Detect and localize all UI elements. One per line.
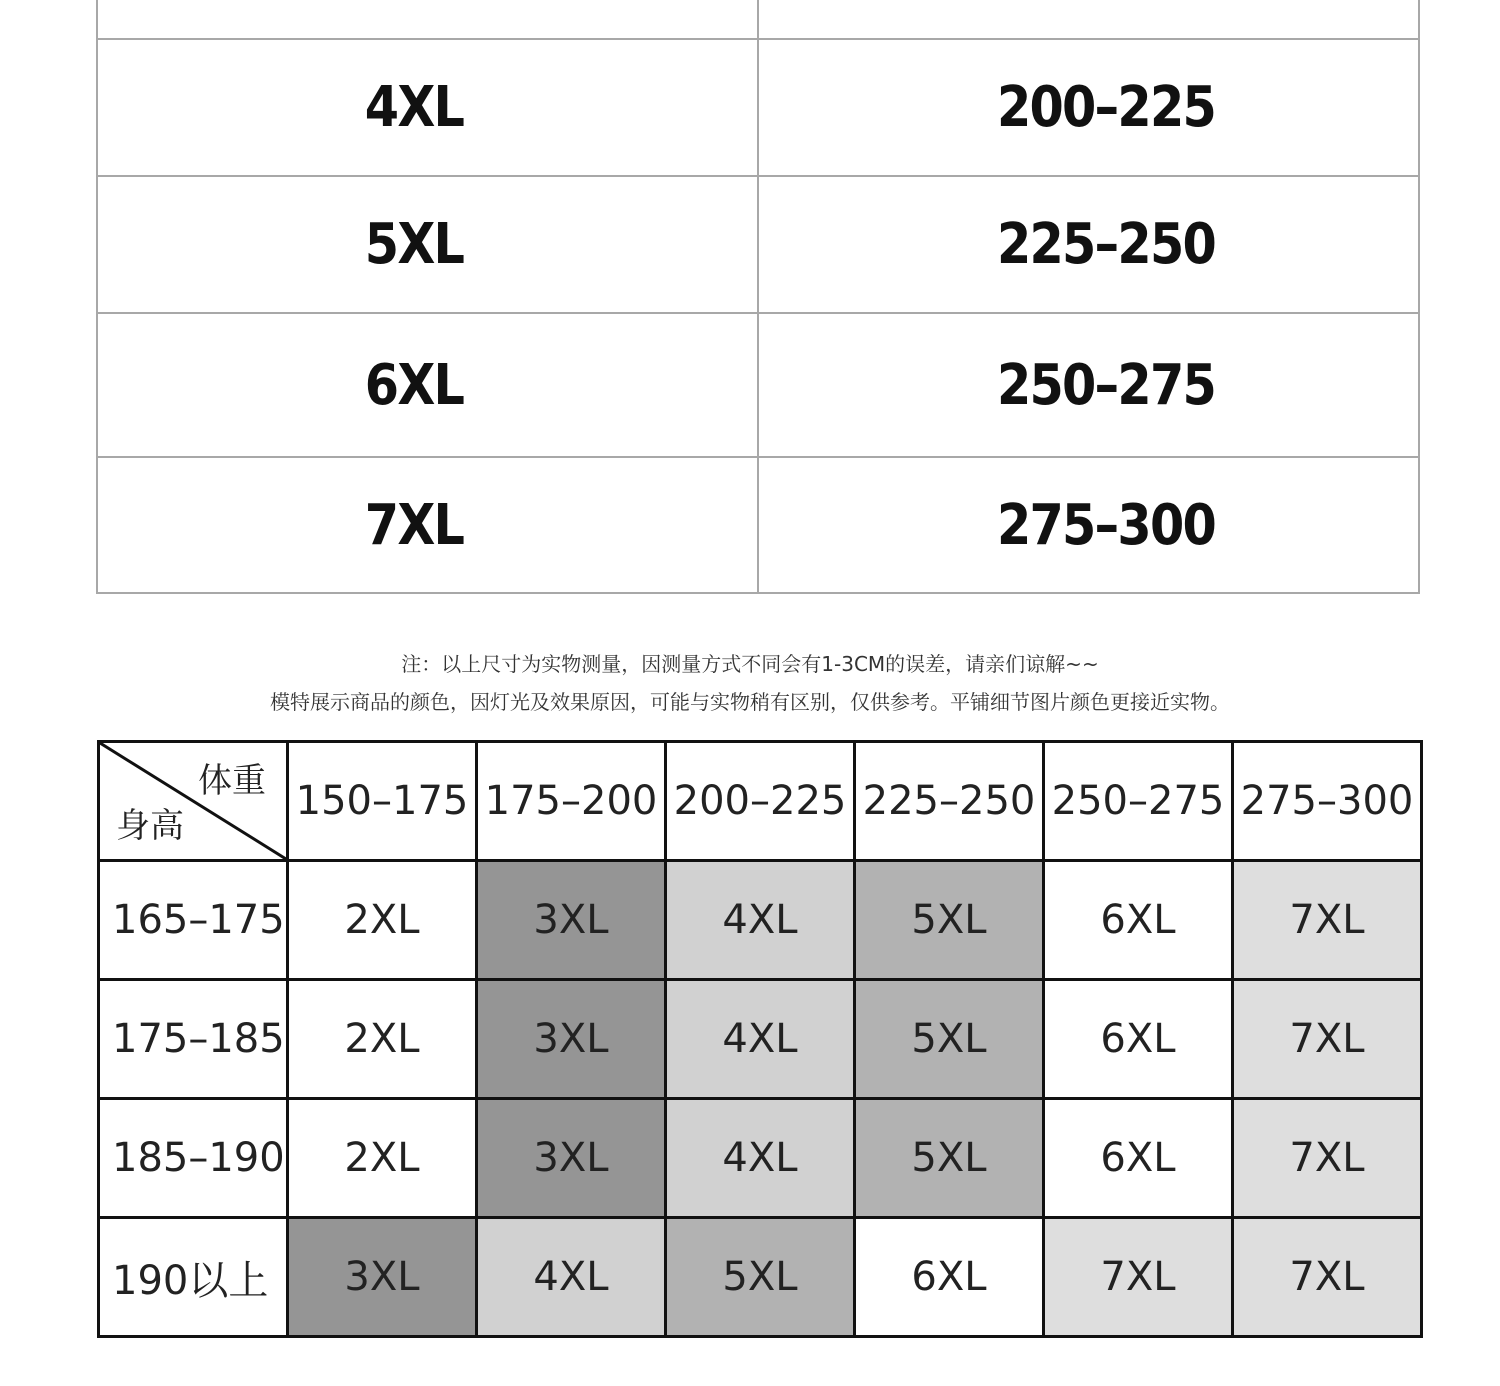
- size-cell: 3XL: [477, 1099, 666, 1218]
- header-row: [99, 742, 1422, 861]
- corner-header-cell: [99, 742, 288, 861]
- weight-range-cell: 225–250: [996, 212, 1216, 277]
- weight-range-cell: 275–300: [996, 492, 1216, 558]
- size-cell: 3XL: [477, 980, 666, 1099]
- table-row: [96, 314, 1420, 458]
- size-cell: 5XL: [855, 861, 1044, 980]
- color-note: 模特展示商品的颜色，因灯光及效果原因，可能与实物稍有区别，仅供参考。平铺细节图片颜色更接近实物。: [270, 690, 1230, 714]
- size-cell: 2XL: [288, 1099, 477, 1218]
- size-cell: 4XL: [666, 1099, 855, 1218]
- table-row: [96, 177, 1420, 314]
- size-cell: 6XL: [1044, 980, 1233, 1099]
- size-cell: 7XL: [1233, 1218, 1422, 1337]
- height-range-cell: 175–185: [99, 980, 288, 1099]
- table-row: [96, 0, 1420, 40]
- size-cell: 6XL: [364, 352, 464, 418]
- height-range-cell: 185–190: [99, 1099, 288, 1218]
- height-label: 身高: [116, 806, 184, 846]
- weight-range-header: 200–225: [666, 742, 855, 861]
- table-row: [99, 1218, 1422, 1337]
- size-cell: 5XL: [364, 212, 464, 277]
- size-cell: 4XL: [364, 75, 464, 140]
- size-cell: 7XL: [1233, 861, 1422, 980]
- table-row: [96, 40, 1420, 177]
- size-cell: 3XL: [477, 861, 666, 980]
- table-row: [99, 861, 1422, 980]
- table-row: [99, 1099, 1422, 1218]
- size-cell: 7XL: [364, 492, 464, 558]
- size-chart-table: [97, 740, 1423, 1338]
- size-cell: 6XL: [1044, 1099, 1233, 1218]
- weight-range-cell: 250–275: [996, 352, 1216, 418]
- weight-label: 体重: [198, 761, 266, 801]
- size-cell: 7XL: [1233, 980, 1422, 1099]
- size-cell: 2XL: [288, 980, 477, 1099]
- size-cell: 7XL: [1044, 1218, 1233, 1337]
- weight-range-header: 250–275: [1044, 742, 1233, 861]
- table-row: [96, 458, 1420, 594]
- measurement-note: 注：以上尺寸为实物测量，因测量方式不同会有1-3CM的误差，请亲们谅解~~: [401, 652, 1099, 676]
- size-cell: 6XL: [855, 1218, 1044, 1337]
- weight-range-cell: [833, 0, 1379, 38]
- size-cell: 4XL: [666, 980, 855, 1099]
- weight-range-header: 150–175: [288, 742, 477, 861]
- size-cell: 4XL: [477, 1218, 666, 1337]
- size-cell: 5XL: [666, 1218, 855, 1337]
- weight-range-header: 275–300: [1233, 742, 1422, 861]
- size-cell: [134, 0, 694, 38]
- weight-range-cell: 200–225: [996, 75, 1216, 140]
- size-cell: 5XL: [855, 1099, 1044, 1218]
- size-cell: 5XL: [855, 980, 1044, 1099]
- top-size-table: [96, 0, 1420, 594]
- size-cell: 2XL: [288, 861, 477, 980]
- table-row: [99, 980, 1422, 1099]
- weight-range-header: 175–200: [477, 742, 666, 861]
- height-range-cell: 165–175: [99, 861, 288, 980]
- size-cell: 3XL: [288, 1218, 477, 1337]
- size-cell: 4XL: [666, 861, 855, 980]
- height-range-cell: 190以上: [99, 1218, 288, 1337]
- size-cell: 7XL: [1233, 1099, 1422, 1218]
- size-cell: 6XL: [1044, 861, 1233, 980]
- weight-range-header: 225–250: [855, 742, 1044, 861]
